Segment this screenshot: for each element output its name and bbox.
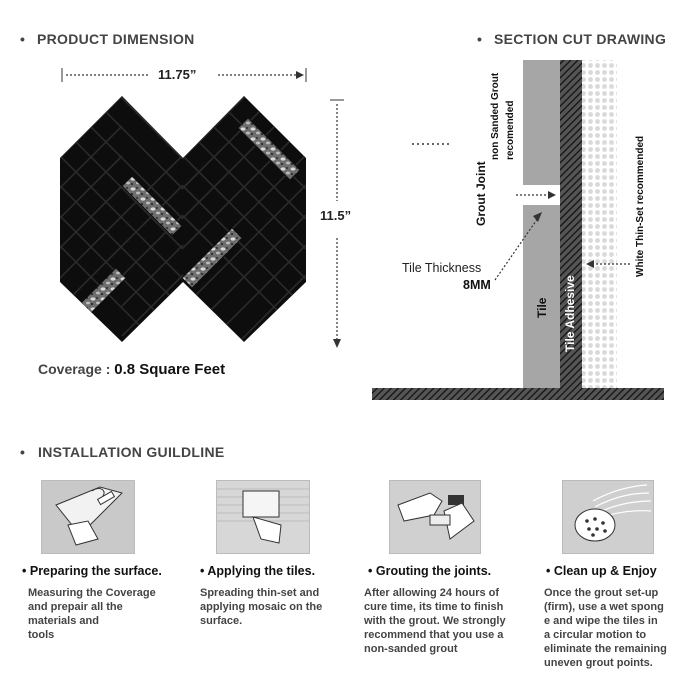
tile-thickness-value: 8MM xyxy=(463,278,491,292)
lower-tile-block xyxy=(523,205,560,388)
tile-thickness-label: Tile Thickness xyxy=(402,261,482,275)
floor-base xyxy=(372,388,664,400)
bullet-dot: • xyxy=(20,31,25,47)
width-label: 11.75” xyxy=(158,67,197,82)
bullet-dot: • xyxy=(20,444,25,460)
step-4-description: Once the grout set-up (firm), use a wet spong e and wipe the tiles in a circular motion to eliminate the remaining uneven grout points. xyxy=(544,587,667,669)
herringbone-mosaic-tile xyxy=(60,96,306,342)
upper-tile-block xyxy=(523,60,560,185)
step-3-description: After allowing 24 hours of cure time, its time to finish with the grout. We strongly recommend that you use a non-sanded grout xyxy=(364,587,506,655)
thinset-note-label: White Thin-Set recommended xyxy=(635,135,646,277)
height-dimension-line xyxy=(326,96,348,358)
coverage-info xyxy=(38,361,225,378)
section-title-product-dimension: PRODUCT DIMENSION xyxy=(37,31,195,47)
step-2-title: • Applying the tiles. xyxy=(200,564,316,578)
section-title-installation: INSTALLATION GUILDLINE xyxy=(38,444,225,460)
step-2-description: Spreading thin-set and applying mosaic on the surface. xyxy=(200,587,323,627)
section-cut-drawing xyxy=(370,55,670,405)
tile-label: Tile xyxy=(535,297,549,318)
step-3-title: • Grouting the joints. xyxy=(368,564,492,578)
thinset-layer xyxy=(582,60,617,388)
step-1-title: • Preparing the surface. xyxy=(22,564,162,578)
coverage-value: 0.8 Square Feet xyxy=(114,361,226,378)
grout-note-label-1: non Sanded Grout xyxy=(490,72,501,160)
bullet-dot: • xyxy=(477,31,482,47)
measuring-icon xyxy=(41,480,135,554)
grout-joint-label: Grout Joint xyxy=(474,161,488,226)
tile-adhesive-label: Tile Adhesive xyxy=(563,275,577,352)
section-title-section-cut: SECTION CUT DRAWING xyxy=(494,31,667,47)
trowel-icon xyxy=(216,480,310,554)
step-4-title: • Clean up & Enjoy xyxy=(546,564,657,578)
grout-float-icon xyxy=(389,480,481,554)
step-1-description: Measuring the Coverage and prepair all the materials and tools xyxy=(28,587,156,641)
coverage-label: Coverage : xyxy=(38,361,111,377)
height-label: 11.5” xyxy=(320,208,352,223)
sponge-icon xyxy=(562,480,654,554)
grout-note-label-2: recomended xyxy=(505,100,516,160)
